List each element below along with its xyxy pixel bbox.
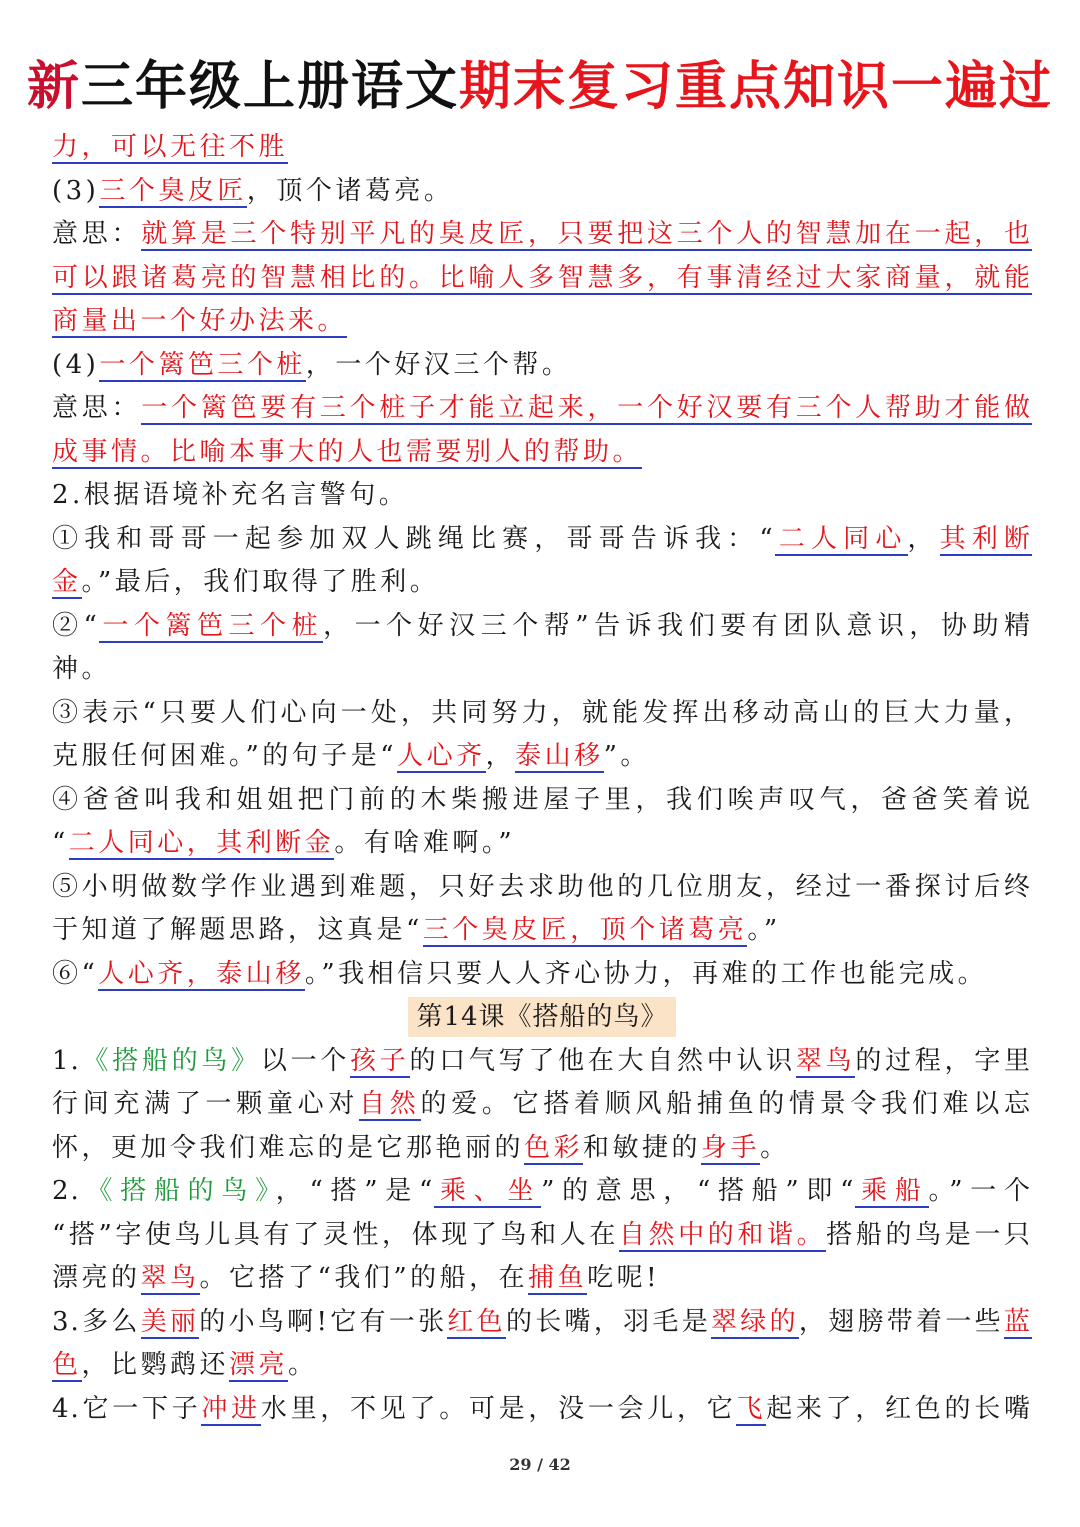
text-line [52,648,1032,692]
text-segment: ⑥“ [52,958,99,989]
text-segment: “ [52,828,69,858]
lesson-heading-row [52,996,1032,1040]
text-segment: 。 [288,1350,318,1380]
text-segment: 神。 [52,654,112,684]
page-title [0,52,1080,122]
text-line [52,1170,1032,1214]
answer-highlight: 成事情。比喻本事大的人也需要别人的帮助。 [52,436,643,467]
text-segment: ”的意思，“搭船”即“ [541,1176,856,1206]
text-line [52,213,1032,257]
text-segment: (3) [52,175,100,206]
text-segment: 3.多么 [52,1306,141,1337]
text-segment: 的过程，字里 [855,1045,1032,1076]
text-segment: ”。 [603,741,650,771]
text-line [52,257,1032,301]
text-segment: 和敏捷的 [583,1132,702,1163]
answer-highlight: 金 [52,567,82,597]
text-segment: 。 [760,1132,790,1163]
text-line [52,126,1032,170]
answer-highlight: 三个臭皮匠，顶个诸葛亮 [422,915,748,945]
text-line [52,953,1032,997]
text-line [52,431,1032,475]
text-segment: 4.它一下子 [52,1393,202,1424]
text-line [52,474,1032,518]
text-line [52,1083,1032,1127]
text-segment: 。”一个 [928,1176,1032,1206]
text-segment: ②“ [52,610,99,641]
answer-highlight: 泰山移 [515,741,604,771]
text-segment: ，顶个诸葛亮。 [246,175,454,206]
answer-highlight: 乘、坐 [434,1176,542,1206]
answer-highlight: 可以跟诸葛亮的智慧相比的。比喻人多智慧多，有事清经过大家商量，就能 [52,262,1032,293]
answer-highlight: 力，可以无往不胜 [52,132,289,162]
text-segment: “搭”字使鸟儿具有了灵性，体现了鸟和人在 [52,1219,619,1250]
text-segment: 。”我相信只要人人齐心协力，再难的工作也能完成。 [304,958,988,989]
answer-highlight: 漂亮 [229,1350,289,1380]
text-segment: ， [907,523,940,554]
text-segment: 的小鸟啊!它有一张 [199,1306,448,1337]
text-segment: 行间充满了一颗童心对 [52,1089,360,1119]
text-line [52,866,1032,910]
text-segment: ③表示“只要人们心向一处，共同努力，就能发挥出移动高山的巨大力量， [52,697,1032,728]
text-segment: 。” [747,915,781,945]
text-segment: 。”最后，我们取得了胜利。 [81,567,440,597]
lesson-heading: 第14课《搭船的鸟》 [408,997,675,1037]
text-line [52,300,1032,344]
text-line [52,1257,1032,1301]
answer-highlight: 红色 [447,1306,506,1337]
answer-highlight: 孩子 [350,1045,410,1076]
answer-highlight: 身手 [701,1132,761,1163]
answer-highlight: 人心齐，泰山移 [98,958,305,989]
answer-highlight: 捕鱼 [528,1263,588,1293]
text-line [52,1127,1032,1171]
answer-highlight: 乘船 [855,1176,929,1206]
title-part-3: 期末复习重点知识一遍过 [459,57,1054,117]
text-segment: 。它搭了“我们”的船，在 [199,1263,529,1293]
answer-highlight: 飞 [736,1393,767,1424]
answer-highlight: 商量出一个好办法来。 [52,306,348,336]
text-line [52,170,1032,214]
answer-highlight: 翠鸟 [140,1263,200,1293]
text-segment: 漂亮的 [52,1263,141,1293]
answer-highlight: 一个篱笆三个桩 [98,610,324,641]
answer-highlight: 色 [52,1350,82,1380]
text-segment: ，“搭”是“ [275,1176,435,1206]
text-segment: 于知道了解题思路，这真是“ [52,915,423,945]
text-segment: ，比鹦鹉还 [81,1350,230,1380]
answer-highlight: 人心齐 [397,741,486,771]
text-segment: ①我和哥哥一起参加双人跳绳比赛，哥哥告诉我：“ [52,523,775,554]
answer-highlight: 二人同心，其利断金 [68,828,335,858]
title-part-2: 三年级上册语文 [80,57,459,117]
text-segment: 起来了，红色的长嘴 [766,1393,1032,1424]
answer-highlight: 翠绿的 [711,1306,799,1337]
text-segment: 意思： [52,219,142,249]
text-segment: 2. [52,1176,81,1206]
answer-highlight: 冲进 [201,1393,261,1424]
answer-highlight: 自然 [359,1089,421,1119]
book-title-highlight: 《搭船的鸟》 [80,1176,276,1206]
text-line [52,605,1032,649]
text-segment: ，一个好汉三个帮”告诉我们要有团队意识，协助精 [323,610,1032,641]
text-segment: (4) [52,349,100,380]
text-line [52,692,1032,736]
text-line [52,1040,1032,1084]
answer-highlight: 其利断 [939,523,1032,554]
text-line [52,822,1032,866]
text-segment: 的长嘴，羽毛是 [505,1306,711,1337]
answer-highlight: 蓝 [1003,1306,1032,1337]
text-line [52,1388,1032,1432]
text-segment: 以一个 [260,1045,351,1076]
answer-highlight: 色彩 [524,1132,584,1163]
text-segment: ，翅膀带着一些 [798,1306,1004,1337]
text-segment: 吃呢! [587,1263,661,1293]
answer-highlight: 一个篱笆要有三个桩子才能立起来，一个好汉要有三个人帮助才能做 [141,393,1032,423]
answer-highlight: 自然中的和谐。 [618,1219,827,1250]
text-line [52,344,1032,388]
text-segment: ⑤小明做数学作业遇到难题，只好去求助他的几位朋友，经过一番探讨后终 [52,871,1032,902]
text-segment: 1. [52,1045,81,1076]
text-segment: 。有啥难啊。” [334,828,516,858]
text-line [52,1214,1032,1258]
text-segment: 搭船的鸟是一只 [826,1219,1032,1250]
text-segment: ，一个好汉三个帮。 [305,349,572,380]
book-title-highlight: 《搭船的鸟》 [80,1045,261,1076]
text-segment: ④爸爸叫我和姐姐把门前的木柴搬进屋子里，我们唉声叹气，爸爸笑着说 [52,784,1032,815]
text-segment: 2.根据语境补充名言警句。 [52,480,409,510]
answer-highlight: 一个篱笆三个桩 [99,349,306,380]
answer-highlight: 就算是三个特别平凡的臭皮匠，只要把这三个人的智慧加在一起，也 [141,219,1032,249]
text-line [52,387,1032,431]
text-segment: 的口气写了他在大自然中认识 [409,1045,796,1076]
text-line [52,735,1032,779]
text-segment: 克服任何困难。”的句子是“ [52,741,398,771]
text-line [52,1344,1032,1388]
page-number: 29 / 42 [509,1455,571,1474]
text-segment: 水里，不见了。可是，没一会儿，它 [260,1393,737,1424]
answer-highlight: 美丽 [140,1306,200,1337]
text-segment: 的爱。它搭着顺风船捕鱼的情景令我们难以忘 [420,1089,1032,1119]
answer-highlight: 三个臭皮匠 [99,175,247,206]
text-line [52,1301,1032,1345]
answer-highlight: 二人同心 [774,523,908,554]
text-line [52,518,1032,562]
text-line [52,779,1032,823]
title-part-1: 新 [26,57,81,117]
text-line [52,561,1032,605]
answer-highlight: 翠鸟 [795,1045,856,1076]
text-line [52,909,1032,953]
text-segment: ， [485,741,516,771]
text-segment: 怀，更加令我们难忘的是它那艳丽的 [52,1132,525,1163]
document-body [52,126,1032,1431]
text-segment: 意思： [52,393,142,423]
